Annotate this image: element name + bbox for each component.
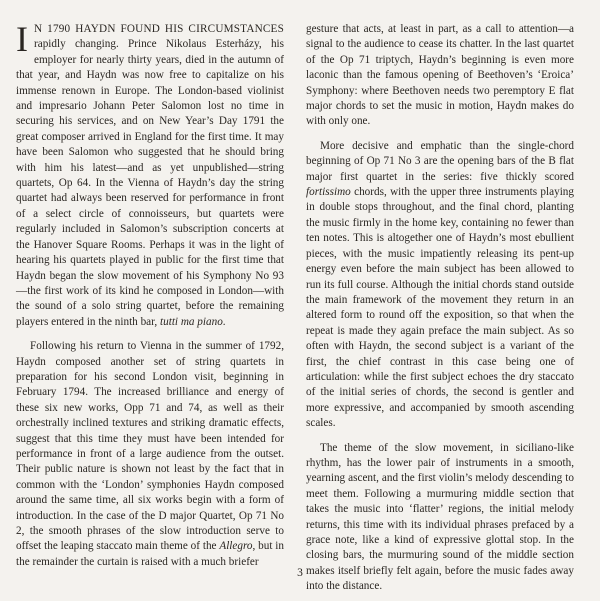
opening-words: N 1790 HAYDN FOUND HIS CIRCUMSTANCES [34, 23, 284, 35]
paragraph [16, 19, 284, 330]
paragraph [306, 139, 574, 432]
italic-term: fortissimo [306, 186, 351, 199]
italic-term: Allegro [219, 540, 253, 553]
text-run: chords, with the upper three instruments playing in double stops throughout, and the final chord, planting the music firmly in the home key, containing no fewer than ten notes. This is altogether one of Haydn’s most ebullient pieces, with the music impatiently releasing its pent-up energy even before the main subject has been allowed to run its full course. Although the initial chords stand outside the main framework of the movement they return in an altered form to round off the exposition, so that when the repeat is made they again preface the main subject. As so often with Haydn, the second subject is a variant of the first, the chief contrast in this case being one of articulation: while the first subject echoes the dry staccato of the initial series of chords, the second is gentler and more expressive, and accompanied by smooth ascending scales. [306, 186, 574, 430]
page-number: 3 [297, 567, 303, 579]
italic-term: tutti ma piano [160, 315, 223, 328]
paragraph: gesture that acts, at least in part, as a call to attention—a signal to the audience to cease its chatter. In the last quartet of the Op 71 triptych, Haydn’s beginning is even more laconic than the famous opening of Beethoven’s ‘Eroica’ Symphony: where Beethoven needs two peremptory E flat major chords to set the music in motion, Haydn makes do with only one. [306, 23, 574, 128]
paragraph: The theme of the slow movement, in siciliano-like rhythm, has the lower pair of instruments in a smooth, yearning ascent, and the first violin’s melody descending to meet them. Following a murmuring middle section that takes the music into ‘flatter’ regions, the initial melody returns, this time with its individual phrases prefaced by a grace note, like a kind of expressive glottal stop. In the closing bars, the murmuring sound of the middle section makes itself briefly felt again, before the music fades away into the distance. [306, 441, 574, 593]
drop-cap: I [16, 19, 28, 59]
text-run: rapidly changing. Prince Nikolaus Esterházy, his employer for nearly thirty years, died in the autumn of that year, and Haydn was now free to capitalize on his immense renown in Europe. The London-based violinist and impresario Johann Peter Salomon lost no time in securing his services, and on New Year’s Day 1791 the great composer arrived in England for the first time. It may have been Salomon who suggested that he should bring with him his latest—and as yet unpublished—string quartets, Op 64. In the Vienna of Haydn’s day the string quartet had always been reserved for performance in front of a select circle of connoisseurs, but quartets were regularly included in Salomon’s subscription concerts at the Hanover Square Rooms. Perhaps it was in the light of hearing his quartets played in public for the first time that Haydn began the slow movement of his Symphony No 93—the first work of its kind he composed in London—with the sound of a solo string quartet, before the remaining players entered in the ninth bar, [16, 38, 284, 328]
text-run: More decisive and emphatic than the single-chord beginning of Op 71 No 3 are the opening bars of the B flat major first quartet in the series: five thickly scored [306, 139, 574, 183]
text-run: Following his return to Vienna in the summer of 1792, Haydn composed another set of string quartets in preparation for his second London visit, beginning in February 1794. The increased brilliance and energy of these six new works, Opp 71 and 74, as well as their orchestrally inclined textures and striking dramatic effects, suggest that this time they must have been intended for performance in front of a large audience from the outset. Their public nature is shown not least by the fact that in common with the ‘London’ symphonies Haydn composed around the same time, all six works begin with a form of introduction. In the case of the D major Quartet, Op 71 No 2, the smooth phrases of the slow introduction serve to offset the leaping staccato main theme of the [16, 340, 284, 553]
left-column [16, 19, 285, 570]
paragraph [16, 339, 284, 570]
right-column [306, 22, 574, 595]
text-run: , but in the remainder the curtain is raised with a much briefer [16, 540, 285, 568]
text-run: . [222, 315, 226, 328]
